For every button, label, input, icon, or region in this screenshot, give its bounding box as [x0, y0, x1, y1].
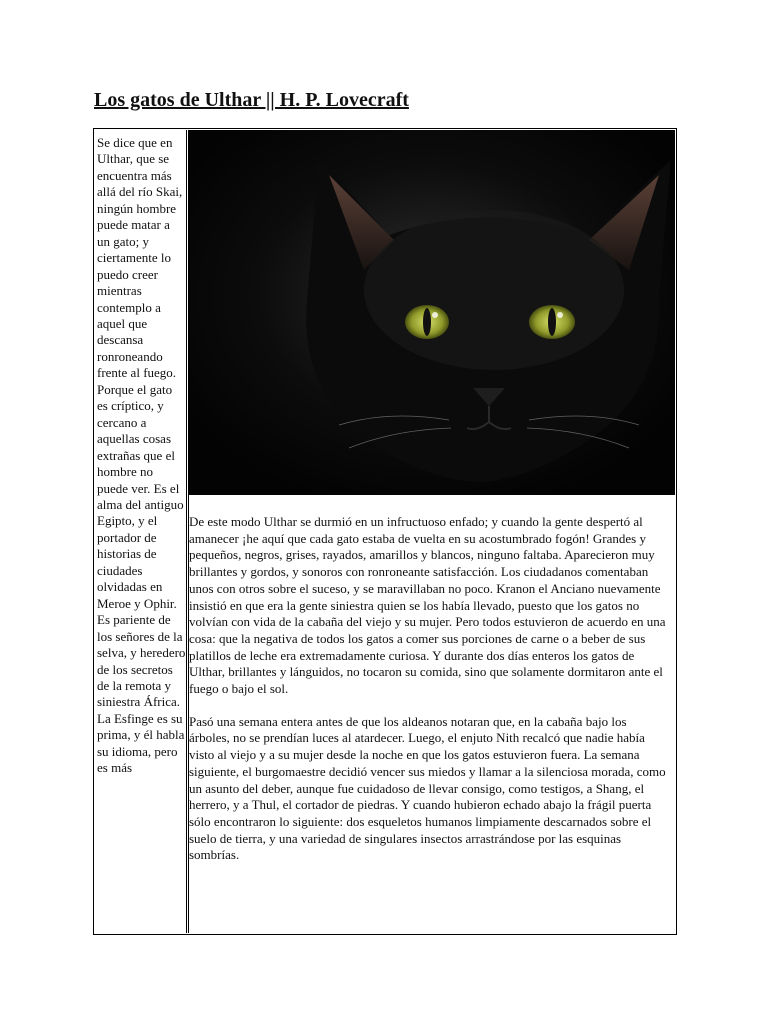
story-table [93, 128, 677, 935]
main-column [188, 130, 675, 933]
story-paragraph: Pasó una semana entera antes de que los aldeanos notaran que, en la cabaña bajo los árboles, no se prendían luces al atardecer. Luego, el enjuto Nith recalcó que nadie había visto al viejo y a su mujer desde la noche en que los gatos estuvieron fuera. La semana siguiente, el burgomaestre decidió vencer sus miedos y llamar a la silenciosa morada, como un asunto del deber, aunque fue cuidadoso de llevar consigo, como testigos, a Shang, el herrero, y a Thul, el cortador de piedras. Y cuando hubieron echado abajo la frágil puerta sólo encontraron lo siguiente: dos esqueletos humanos limpiamente descarnados sobre el suelo de tierra, y una variedad de singulares insectos arrastrándose por las esquinas sombrías. [189, 713, 666, 863]
black-cat-image [189, 130, 675, 495]
left-column-text: Se dice que en Ulthar, que se encuentra más allá del río Skai, ningún hombre puede matar a un gato; y ciertamente lo puedo creer mientras contemplo a aquel que descansa ronroneando frente al fuego. Porque el gato es críptico, y cercano a aquellas cosas extrañas que el hombre no puede ver. Es el alma del antiguo Egipto, y el portador de historias de ciudades olvidadas en Meroe y Ophir. Es pariente de los señores de la selva, y heredero de los secretos de la remota y siniestra África. La Esfinge es su prima, y él habla su idioma, pero es más [95, 130, 187, 933]
story-body [189, 514, 669, 880]
cat-illustration [189, 130, 675, 495]
story-paragraph: De este modo Ulthar se durmió en un infructuoso enfado; y cuando la gente despertó al amanecer ¡he aquí que cada gato estaba de vuelta en su acostumbrado fogón! Grandes y pequeños, negros, grises, rayados, amarillos y blancos, ninguno faltaba. Aparecieron muy brillantes y gordos, y sonoros con ronroneante satisfacción. Los ciudadanos comentaban unos con otros sobre el suceso, y se maravillaban no poco. Kranon el Anciano nuevamente insistió en que era la gente siniestra quien se los había llevado, puesto que los gatos no volvían con vida de la cabaña del viejo y su mujer. Pero todos estuvieron de acuerdo en una cosa: que la negativa de todos los gatos a comer sus porciones de carne o a beber de sus platillos de leche era extremadamente curiosa. Y durante dos días enteros los gatos de Ulthar, brillantes y lánguidos, no tocaron su comida, sino que solamente dormitaron ante el fuego o bajo el sol. [189, 514, 666, 697]
document-title: Los gatos de Ulthar || H. P. Lovecraft [94, 89, 409, 111]
